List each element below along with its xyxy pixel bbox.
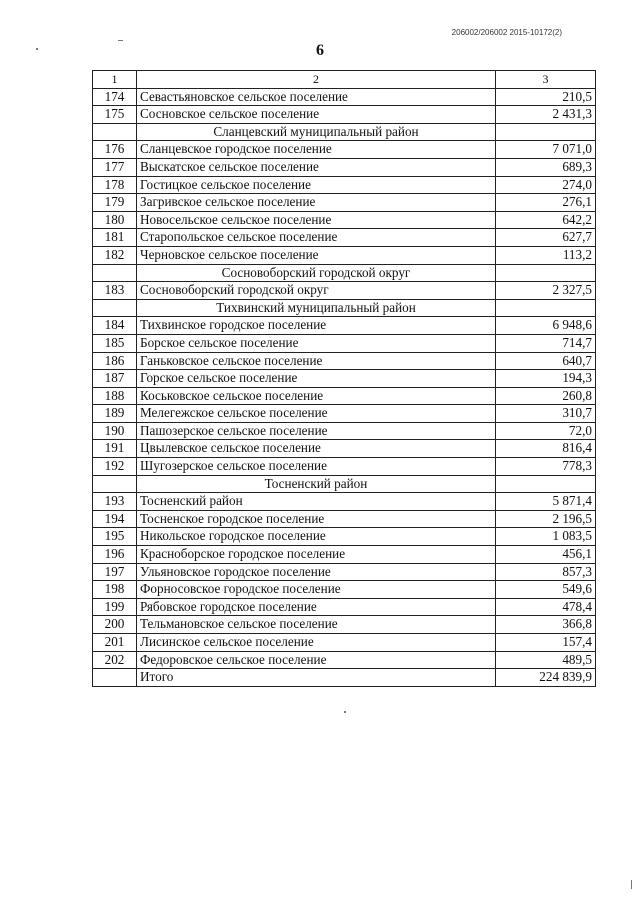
settlement-name: Мелегежское сельское поселение <box>137 405 496 423</box>
amount-value: 714,7 <box>496 334 596 352</box>
row-number: 202 <box>93 651 137 669</box>
table-row <box>93 563 596 581</box>
row-number: 190 <box>93 422 137 440</box>
table-row <box>93 158 596 176</box>
amount-value: 2 327,5 <box>496 282 596 300</box>
table-row <box>93 194 596 212</box>
amount-value: 478,4 <box>496 598 596 616</box>
settlement-name: Сланцевское городское поселение <box>137 141 496 159</box>
section-title: Сосновоборский городской округ <box>137 264 496 282</box>
amount-value: 260,8 <box>496 387 596 405</box>
row-number: 200 <box>93 616 137 634</box>
amount-value: 7 071,0 <box>496 141 596 159</box>
settlement-name: Тельмановское сельское поселение <box>137 616 496 634</box>
amount-value: 689,3 <box>496 158 596 176</box>
settlement-name: Черновское сельское поселение <box>137 246 496 264</box>
settlement-name: Гостицкое сельское поселение <box>137 176 496 194</box>
row-number: 186 <box>93 352 137 370</box>
settlement-name: Тосненский район <box>137 493 496 511</box>
section-row <box>93 475 596 493</box>
table-row <box>93 598 596 616</box>
amount-value: 224 839,9 <box>496 669 596 687</box>
amount-value: 456,1 <box>496 546 596 564</box>
table-row <box>93 440 596 458</box>
amount-value: 274,0 <box>496 176 596 194</box>
amount-value: 194,3 <box>496 370 596 388</box>
row-number: 179 <box>93 194 137 212</box>
row-number: 198 <box>93 581 137 599</box>
settlement-name: Севастьяновское сельское поселение <box>137 88 496 106</box>
table-row <box>93 141 596 159</box>
row-number: 184 <box>93 317 137 335</box>
settlement-name: Красноборское городское поселение <box>137 546 496 564</box>
amount-value: 778,3 <box>496 458 596 476</box>
row-number: 177 <box>93 158 137 176</box>
settlement-name: Загривское сельское поселение <box>137 194 496 212</box>
row-number: 191 <box>93 440 137 458</box>
amount-value: 489,5 <box>496 651 596 669</box>
settlement-name: Ганьковское сельское поселение <box>137 352 496 370</box>
settlement-name: Лисинское сельское поселение <box>137 634 496 652</box>
amount-value: 640,7 <box>496 352 596 370</box>
row-number: 175 <box>93 106 137 124</box>
amount-value: 857,3 <box>496 563 596 581</box>
budget-table <box>92 70 596 687</box>
row-number: 195 <box>93 528 137 546</box>
settlement-name: Итого <box>137 669 496 687</box>
table-row <box>93 176 596 194</box>
table-row <box>93 581 596 599</box>
row-number: 187 <box>93 370 137 388</box>
settlement-name: Коськовское сельское поселение <box>137 387 496 405</box>
header-cell-3: 3 <box>496 71 596 89</box>
section-row <box>93 123 596 141</box>
settlement-name: Пашозерское сельское поселение <box>137 422 496 440</box>
table-row <box>93 317 596 335</box>
section-value-cell <box>496 299 596 317</box>
amount-value: 72,0 <box>496 422 596 440</box>
table-row <box>93 246 596 264</box>
document-code: 206002/206002 2015-10172(2) <box>451 28 562 37</box>
table-row <box>93 405 596 423</box>
settlement-name: Никольское городское поселение <box>137 528 496 546</box>
section-row <box>93 264 596 282</box>
settlement-name: Ульяновское городское поселение <box>137 563 496 581</box>
amount-value: 816,4 <box>496 440 596 458</box>
row-number: 185 <box>93 334 137 352</box>
settlement-name: Борское сельское поселение <box>137 334 496 352</box>
amount-value: 2 196,5 <box>496 510 596 528</box>
settlement-name: Старопольское сельское поселение <box>137 229 496 247</box>
table-row <box>93 211 596 229</box>
row-number: 188 <box>93 387 137 405</box>
row-number: 181 <box>93 229 137 247</box>
settlement-name: Рябовское городское поселение <box>137 598 496 616</box>
settlement-name: Новосельское сельское поселение <box>137 211 496 229</box>
row-number <box>93 669 137 687</box>
table-row <box>93 458 596 476</box>
amount-value: 6 948,6 <box>496 317 596 335</box>
amount-value: 276,1 <box>496 194 596 212</box>
section-title: Тихвинский муниципальный район <box>137 299 496 317</box>
table-header-row <box>93 71 596 89</box>
settlement-name: Федоровское сельское поселение <box>137 651 496 669</box>
amount-value: 366,8 <box>496 616 596 634</box>
amount-value: 1 083,5 <box>496 528 596 546</box>
row-number: 193 <box>93 493 137 511</box>
table-row <box>93 370 596 388</box>
scan-mark <box>118 40 123 41</box>
amount-value: 210,5 <box>496 88 596 106</box>
table-row <box>93 106 596 124</box>
row-number: 201 <box>93 634 137 652</box>
row-number: 174 <box>93 88 137 106</box>
table-row <box>93 528 596 546</box>
scan-mark <box>36 48 38 50</box>
table-row <box>93 546 596 564</box>
section-num-cell <box>93 264 137 282</box>
table-row <box>93 387 596 405</box>
section-value-cell <box>496 123 596 141</box>
amount-value: 642,2 <box>496 211 596 229</box>
amount-value: 310,7 <box>496 405 596 423</box>
settlement-name: Форносовское городское поселение <box>137 581 496 599</box>
table-row <box>93 510 596 528</box>
table-row <box>93 229 596 247</box>
section-num-cell <box>93 123 137 141</box>
table-row <box>93 634 596 652</box>
amount-value: 157,4 <box>496 634 596 652</box>
table-row <box>93 282 596 300</box>
amount-value: 549,6 <box>496 581 596 599</box>
section-value-cell <box>496 475 596 493</box>
table-row <box>93 616 596 634</box>
row-number: 178 <box>93 176 137 194</box>
scan-mark <box>631 880 632 889</box>
section-num-cell <box>93 299 137 317</box>
section-row <box>93 299 596 317</box>
section-title: Тосненский район <box>137 475 496 493</box>
section-value-cell <box>496 264 596 282</box>
amount-value: 627,7 <box>496 229 596 247</box>
scan-mark <box>344 711 346 713</box>
amount-value: 2 431,3 <box>496 106 596 124</box>
table-row <box>93 493 596 511</box>
settlement-name: Шугозерское сельское поселение <box>137 458 496 476</box>
row-number: 196 <box>93 546 137 564</box>
settlement-name: Цвылевское сельское поселение <box>137 440 496 458</box>
section-title: Сланцевский муниципальный район <box>137 123 496 141</box>
settlement-name: Выскатское сельское поселение <box>137 158 496 176</box>
row-number: 194 <box>93 510 137 528</box>
amount-value: 5 871,4 <box>496 493 596 511</box>
header-cell-2: 2 <box>137 71 496 89</box>
table-row <box>93 334 596 352</box>
row-number: 176 <box>93 141 137 159</box>
row-number: 180 <box>93 211 137 229</box>
table-body <box>93 71 596 687</box>
settlement-name: Сосновоборский городской округ <box>137 282 496 300</box>
row-number: 182 <box>93 246 137 264</box>
header-cell-1: 1 <box>93 71 137 89</box>
page-number: 6 <box>316 42 324 59</box>
settlement-name: Сосновское сельское поселение <box>137 106 496 124</box>
row-number: 197 <box>93 563 137 581</box>
total-row <box>93 669 596 687</box>
row-number: 183 <box>93 282 137 300</box>
row-number: 192 <box>93 458 137 476</box>
amount-value: 113,2 <box>496 246 596 264</box>
table-row <box>93 651 596 669</box>
section-num-cell <box>93 475 137 493</box>
table-row <box>93 88 596 106</box>
settlement-name: Тосненское городское поселение <box>137 510 496 528</box>
row-number: 189 <box>93 405 137 423</box>
settlement-name: Горское сельское поселение <box>137 370 496 388</box>
table-row <box>93 352 596 370</box>
settlement-name: Тихвинское городское поселение <box>137 317 496 335</box>
row-number: 199 <box>93 598 137 616</box>
table-row <box>93 422 596 440</box>
